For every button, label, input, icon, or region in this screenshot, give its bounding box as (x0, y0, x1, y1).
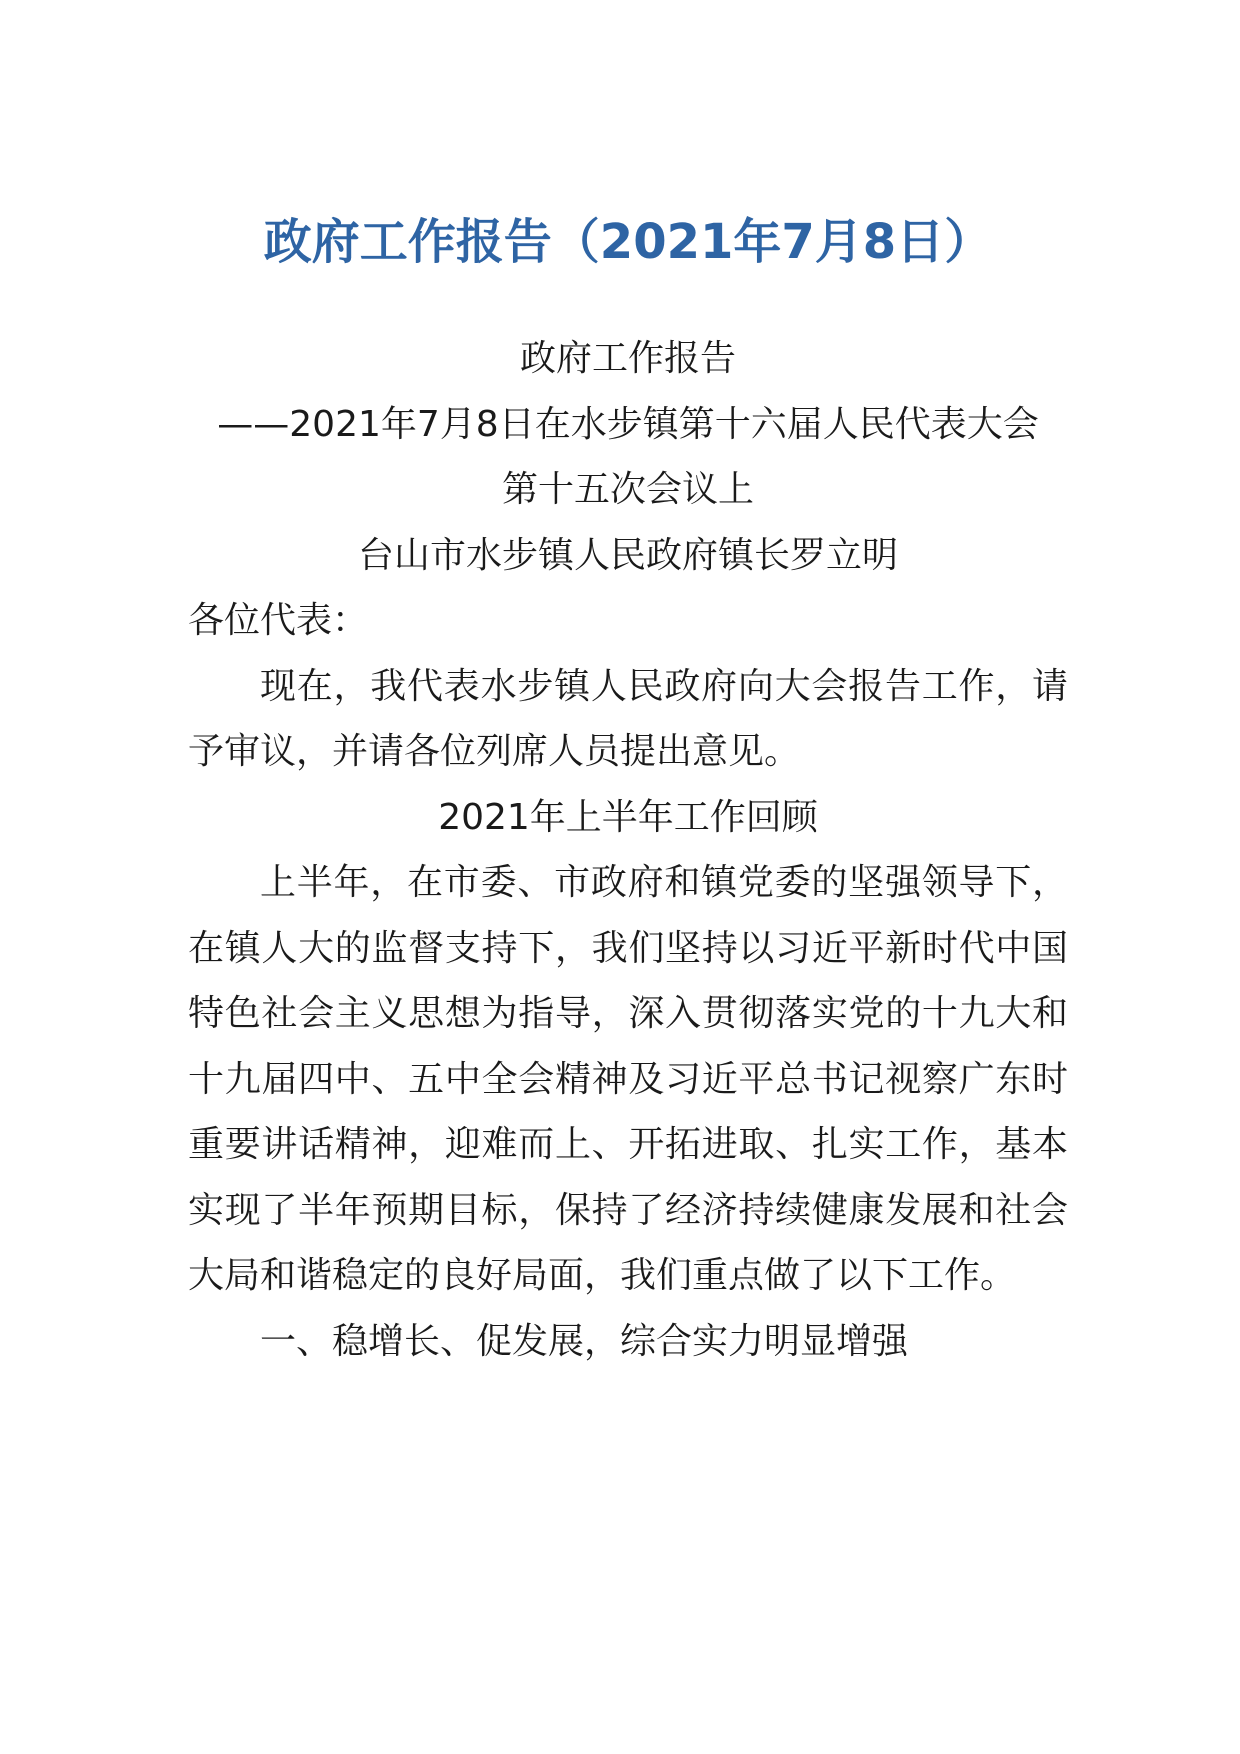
document-title: 政府工作报告（2021年7月8日） (263, 214, 993, 270)
section-heading: 2021年上半年工作回顾 (438, 796, 818, 838)
report-subtitle: ——2021年7月8日在水步镇第十六届人民代表大会 (217, 403, 1039, 445)
intro-paragraph: 现在，我代表水步镇人民政府向大会报告工作，请予审议，并请各位列席人员提出意见。 (188, 665, 1068, 772)
salutation: 各位代表： (188, 600, 369, 641)
report-heading: 政府工作报告 (519, 338, 736, 379)
review-paragraph: 上半年，在市委、市政府和镇党委的坚强领导下，在镇人大的监督支持下，我们坚持以习近平新时代中国特色社会主义思想为指导，深入贯彻落实党的十九大和十九届四中、五中全会精神及习近平总书记视察广东时重要讲话精神，迎难而上、开拓进取、扎实工作，基本实现了半年预期目标，保持了经济持续健康发展和社会大局和谐稳定的良好局面，我们重点做了以下工作。 (188, 862, 1068, 1296)
speaker-line: 台山市水步镇人民政府镇长罗立明 (357, 534, 898, 576)
document-body (188, 326, 1068, 1374)
report-subtitle-continued: 第十五次会议上 (501, 469, 754, 510)
subsection-heading: 一、稳增长、促发展，综合实力明显增强 (260, 1320, 909, 1362)
